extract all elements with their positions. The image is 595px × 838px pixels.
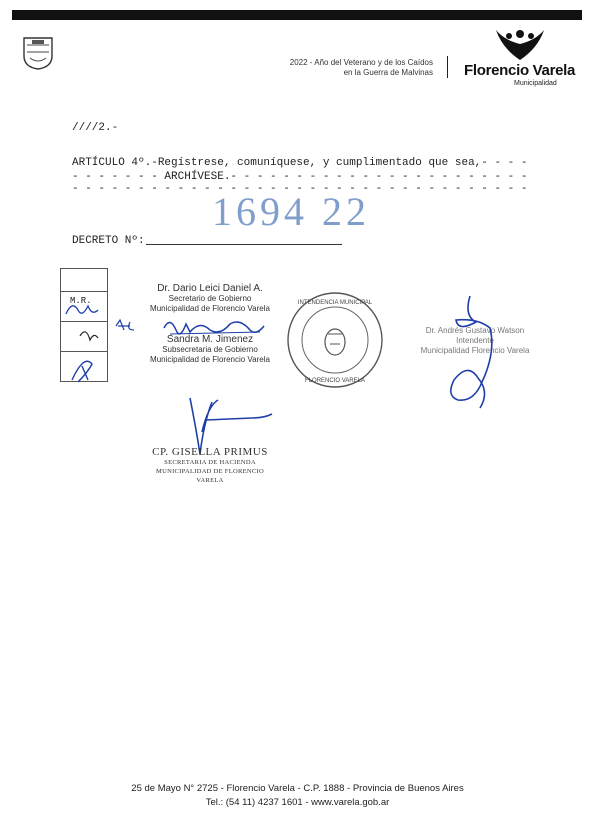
signature-primus — [150, 446, 270, 485]
signer-org: Municipalidad Florencio Varela — [420, 346, 530, 355]
florencio-varela-logo-icon — [492, 26, 548, 64]
signer-name: Dr. Andrés Gustavo Watson — [425, 326, 525, 335]
signer-name: Dr. Dario Leici Daniel A. — [157, 283, 263, 294]
brand-subtitle: Municipalidad — [514, 80, 557, 87]
footer-contact: Tel.: (54 11) 4237 1601 - www.varela.gob.ar — [205, 797, 390, 808]
decreto-label: DECRETO Nº: — [72, 235, 145, 247]
signer-title: SECRETARIA DE HACIENDA — [164, 459, 256, 466]
municipal-seal-icon — [285, 290, 385, 390]
article-line-1: ARTÍCULO 4º.-Regístrese, comuníquese, y cumplimentado que sea,- - - - — [72, 157, 528, 169]
mr-label: M.R. — [70, 296, 92, 306]
signer-org: Municipalidad de Florencio Varela — [150, 355, 270, 364]
routing-row-divider — [61, 291, 107, 292]
article-line-2: - - - - - - - ARCHÍVESE.- - - - - - - - - - - - - - - - - - - - - - - — [72, 171, 528, 183]
page-marker: ////2.- — [72, 122, 119, 134]
signer-name: Sandra M. Jimenez — [166, 334, 254, 345]
decree-number-stamp: 1694 22 — [212, 189, 370, 234]
signer-org: Municipalidad de Florencio Varela — [150, 304, 270, 313]
seal-bottom-text: FLORENCIO VARELA — [305, 378, 365, 384]
motto-line-1: 2022 - Año del Veterano y de los Caídos — [289, 58, 433, 67]
signer-title: Secretario de Gobierno — [168, 294, 252, 303]
decreto-blank-line — [146, 244, 342, 245]
seal-top-text: INTENDENCIA MUNICIPAL — [297, 300, 373, 306]
motto-line-2: en la Guerra de Malvinas — [343, 68, 433, 77]
signer-name: CP. GISELLA PRIMUS — [152, 446, 268, 458]
handwritten-signature-mayor — [438, 292, 508, 412]
top-black-bar — [12, 10, 582, 20]
dash-line: - - - - - - - - - - - - - - - - - - - - - - - - - - - - - - - - - - - — [72, 183, 528, 195]
header-divider — [447, 56, 448, 78]
signature-dario — [140, 284, 280, 314]
signer-org: MUNICIPALIDAD DE FLORENCIO VARELA — [156, 468, 264, 484]
municipal-crest-icon — [22, 36, 54, 70]
header-motto — [225, 58, 433, 78]
routing-initials-signature — [58, 296, 138, 416]
signature-sandra — [140, 335, 280, 365]
brand-name: Florencio Varela — [464, 62, 576, 79]
signer-title: Subsecretaria de Gobierno — [162, 345, 258, 354]
signer-title: Intendente — [456, 336, 494, 345]
footer-address: 25 de Mayo N° 2725 - Florencio Varela - C.P. 1888 - Provincia de Buenos Aires — [131, 783, 464, 794]
